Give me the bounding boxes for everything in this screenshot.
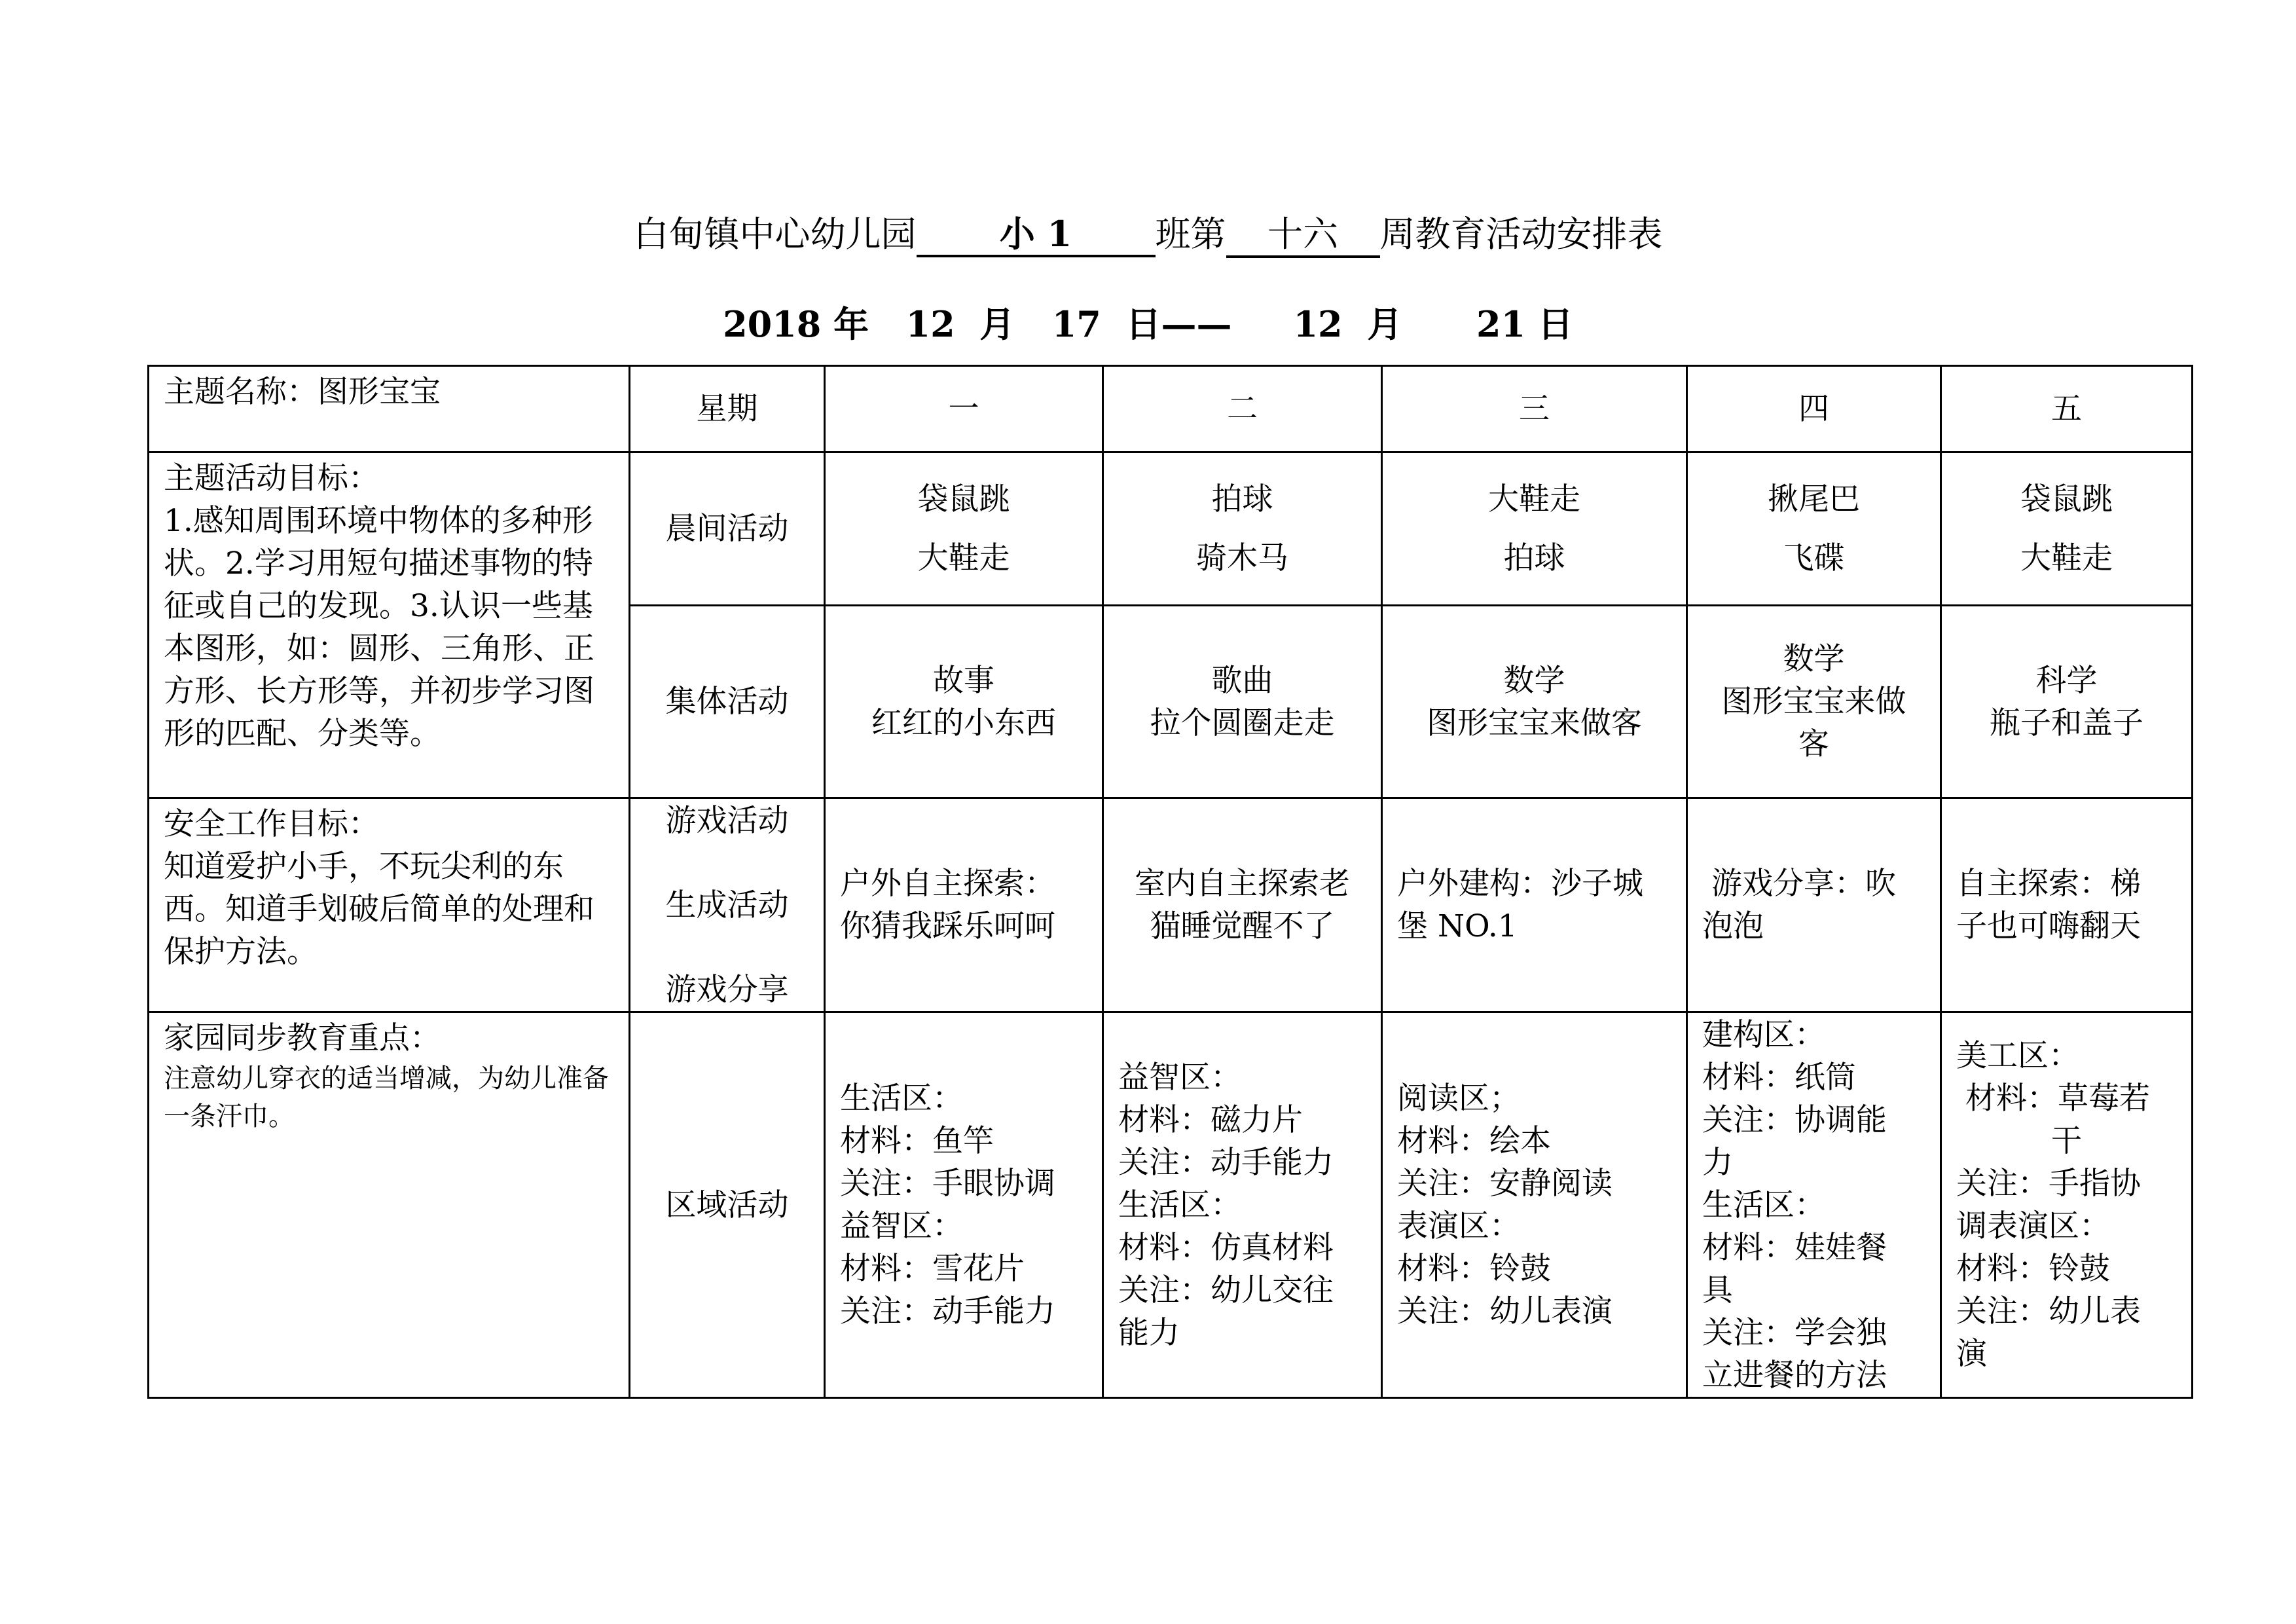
day-header-mon: 一 — [825, 366, 1103, 452]
game-cell-tue: 室内自主探索老 猫睡觉醒不了 — [1135, 866, 1350, 944]
game-cell-mon: 户外自主探索： 你猜我踩乐呵呵 — [840, 866, 1055, 944]
area-cell-wed: 阅读区； 材料：绘本 关注：安静阅读 表演区： 材料：铃鼓 关注：幼儿表演 — [1397, 1080, 1613, 1329]
morning-label: 晨间活动 — [630, 452, 825, 606]
area-cell-tue: 益智区： 材料：磁力片 关注：动手能力 生活区： 材料：仿真材料 关注：幼儿交往 能力 — [1118, 1059, 1334, 1351]
day-header-fri: 五 — [1941, 366, 2193, 452]
game-cell-wed: 户外建构：沙子城 堡 NO.1 — [1397, 866, 1643, 944]
date-range: 2018 年 12 月 17 日—— 12 月 21 日 — [723, 303, 1573, 345]
morning-cell-mon: 袋鼠跳 大鞋走 — [917, 481, 1010, 576]
game-labels — [634, 800, 820, 1011]
group-cell-fri: 科学 瓶子和盖子 — [1990, 662, 2143, 741]
theme-goals-cell — [149, 452, 630, 798]
area-row — [149, 1012, 2193, 1398]
morning-row — [149, 452, 2193, 606]
document-title — [0, 208, 2296, 261]
morning-cell-tue: 拍球 骑木马 — [1196, 481, 1288, 576]
weekday-label: 星期 — [630, 366, 825, 452]
morning-cell-wed: 大鞋走 拍球 — [1488, 481, 1580, 576]
group-label: 集体活动 — [630, 606, 825, 798]
class-name: 小 1 — [917, 213, 1156, 257]
title-prefix: 白甸镇中心幼儿园 — [633, 213, 917, 255]
safety-goals-text: 知道爱护小手，不玩尖利的东西。知道手划破后简单的处理和保护方法。 — [164, 849, 594, 970]
header-row — [149, 366, 2193, 452]
schedule-table — [147, 365, 2193, 1399]
area-label: 区域活动 — [630, 1012, 825, 1398]
day-header-wed: 三 — [1382, 366, 1687, 452]
home-school-heading: 家园同步教育重点： — [164, 1020, 441, 1056]
generated-label: 生成活动 — [665, 887, 789, 923]
home-school-text: 注意幼儿穿衣的适当增减，为幼儿准备一条汗巾。 — [164, 1063, 609, 1132]
morning-cell-thu: 揪尾巴 飞碟 — [1768, 481, 1860, 576]
group-cell-mon: 故事 红红的小东西 — [871, 662, 1056, 741]
group-cell-wed: 数学 图形宝宝来做客 — [1427, 662, 1642, 741]
group-cell-tue: 歌曲 拉个圆圈走走 — [1150, 662, 1335, 741]
sharing-label: 游戏分享 — [665, 971, 789, 1008]
theme-goals-heading: 主题活动目标： — [164, 460, 379, 496]
title-suffix: 周教育活动安排表 — [1379, 213, 1663, 255]
day-header-thu: 四 — [1687, 366, 1941, 452]
game-label: 游戏活动 — [665, 802, 789, 839]
safety-goals-heading: 安全工作目标： — [164, 806, 379, 842]
group-cell-thu: 数学 图形宝宝来做 客 — [1721, 641, 1906, 762]
morning-cell-fri: 袋鼠跳 大鞋走 — [2020, 481, 2113, 576]
safety-goals-cell — [149, 798, 630, 1012]
area-cell-fri: 美工区： 材料：草莓若 干 关注：手指协 调表演区： 材料：铃鼓 关注：幼儿表 演 — [1956, 1038, 2150, 1372]
title-mid: 班第 — [1155, 213, 1226, 255]
week-number: 十六 — [1226, 213, 1380, 258]
game-cell-thu: 游戏分享：吹 泡泡 — [1702, 866, 1896, 944]
area-cell-thu: 建构区： 材料：纸筒 关注：协调能 力 生活区： 材料：娃娃餐 具 关注：学会独 立进餐的方法 — [1702, 1016, 1887, 1393]
theme-name: 主题名称：图形宝宝 — [149, 366, 630, 452]
home-school-cell — [149, 1012, 630, 1398]
day-header-tue: 二 — [1103, 366, 1382, 452]
theme-goals-text: 1.感知周围环境中物体的多种形状。2.学习用短句描述事物的特征或自己的发现。3.认识一些基本图形，如：圆形、三角形、正方形、长方形等，并初步学习图形的匹配、分类等。 — [164, 503, 594, 752]
game-row — [149, 798, 2193, 1012]
game-cell-fri: 自主探索：梯 子也可嗨翻天 — [1956, 866, 2141, 944]
area-cell-mon: 生活区： 材料：鱼竿 关注：手眼协调 益智区： 材料：雪花片 关注：动手能力 — [840, 1080, 1055, 1329]
